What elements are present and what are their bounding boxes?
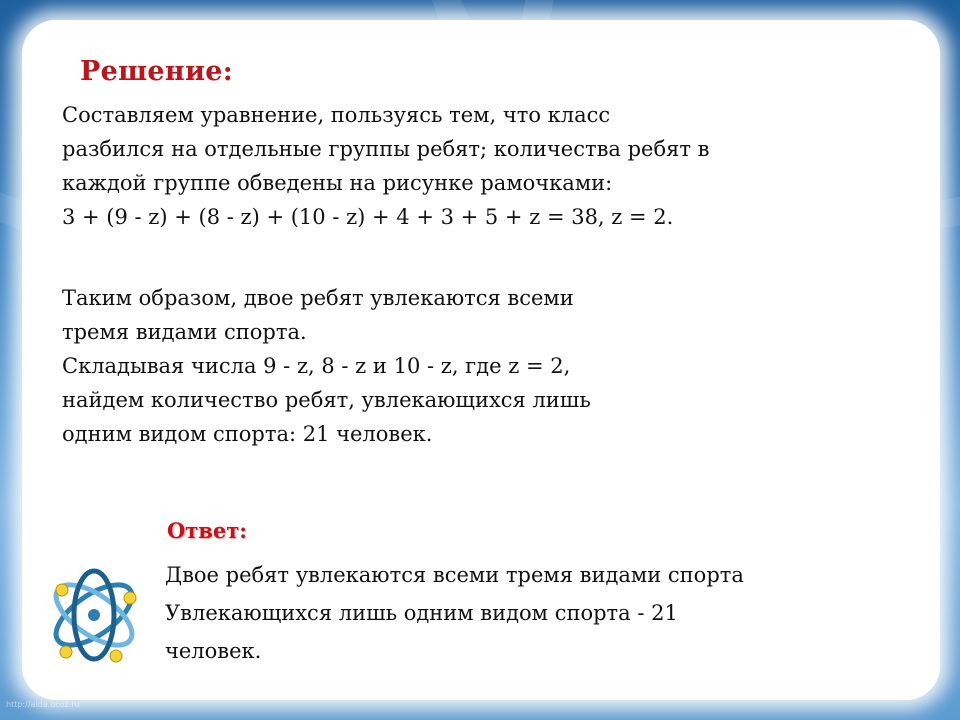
solution-heading: Решение: bbox=[80, 56, 234, 87]
atom-icon bbox=[44, 560, 144, 670]
equation-paragraph: Составляем уравнение, пользуясь тем, что класс разбился на отдельные группы ребят; количества ребят в каждой группе обведены на рисунке рамочками: 3 + (9 - z) + (8 - z) + (10 - z) + 4 + 3 + 5 + z = 38, z = 2. bbox=[62, 103, 710, 229]
watermark: http://aida.ucoz.ru bbox=[6, 700, 80, 709]
answer-text: Двое ребят увлекаются всеми тремя видами спорта Увлекающихся лишь одним видом спорта - 21 человек. bbox=[165, 563, 744, 663]
answer-label: Ответ: bbox=[167, 518, 248, 543]
conclusion-paragraph: Таким образом, двое ребят увлекаются всеми тремя видами спорта. Складывая числа 9 - z, 8 - z и 10 - z, где z = 2, найдем количество ребят, увлекающихся лишь одним видом спорта: 21 человек. bbox=[62, 286, 591, 446]
